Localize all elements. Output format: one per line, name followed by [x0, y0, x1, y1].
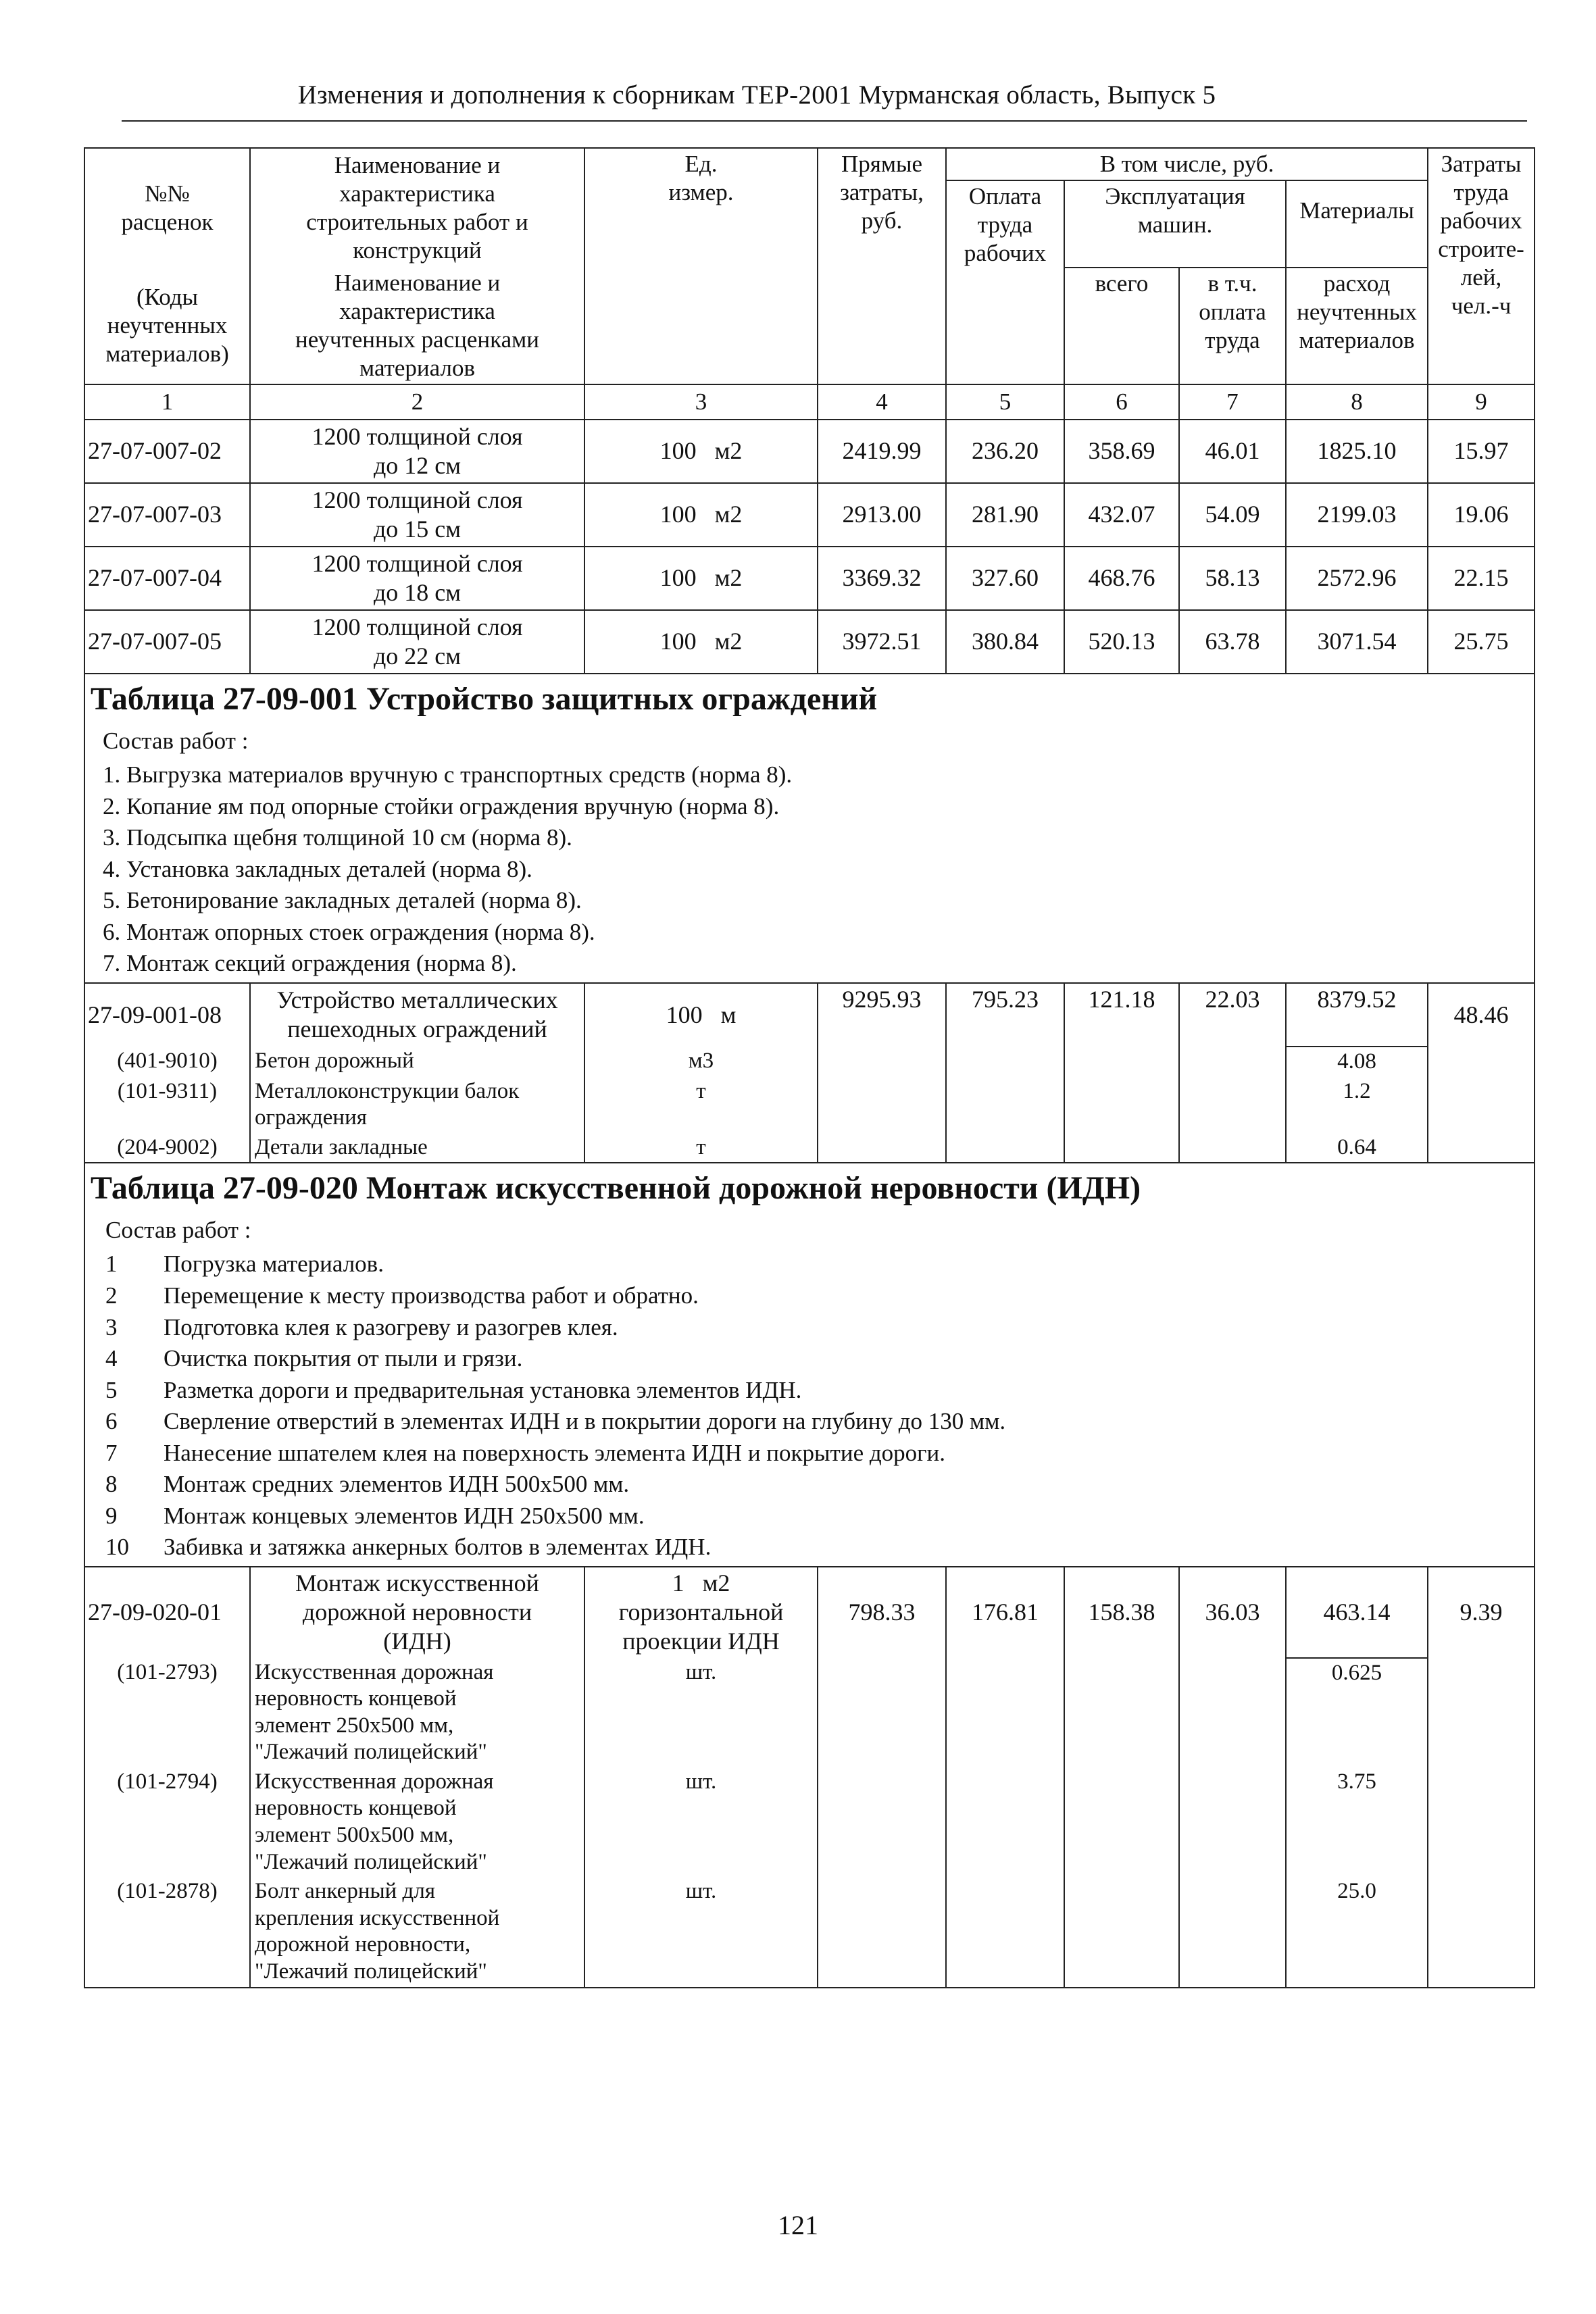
list-item: 2 Перемещение к месту производства работ и обратно.	[105, 1282, 699, 1309]
list-item: 7. Монтаж секций ограждения (норма 8).	[103, 950, 517, 977]
section-title: Таблица 27-09-001 Устройство защитных ограждений	[91, 681, 878, 717]
col-machines-total-header: всего	[1064, 268, 1179, 384]
work-composition: Состав работ : 1. Выгрузка материалов вручную с транспортных средств (норма 8). 2. Копание ям под опорные стойки ограждения вручную (норма 8). 3. Подсыпка щебня толщиной 10 см (норма 8). 4. Установка закладных деталей (норма 8). 5. Бетонирование закладных деталей (норма 8). 6. Монтаж опорных стоек ограждения (норма 8). 7. Монтаж секций ограждения (норма 8).	[85, 722, 1534, 982]
page-header: Изменения и дополнения к сборникам ТЕР-2001 Мурманская область, Выпуск 5	[297, 80, 1216, 109]
col-labor-header: Затраты труда рабочих строите- лей, чел.-ч	[1428, 148, 1535, 384]
list-item: 1 Погрузка материалов.	[105, 1251, 384, 1278]
list-item: 6 Сверление отверстий в элементах ИДН и в покрытии дороги на глубину до 130 мм.	[105, 1408, 1006, 1435]
col-code-header: №№ расценок	[84, 148, 250, 268]
page-number: 121	[778, 2210, 818, 2240]
table-row: 27-09-020-01 Монтаж искусственной дорожной неровности (ИДН) 1 м2 горизонтальной проекции ИДН 798.33 176.81 158.38 36.03 463.14 9.39	[84, 1567, 1535, 1658]
col-direct-header: Прямые затраты, руб.	[818, 148, 946, 384]
rates-table-container	[84, 147, 1534, 1988]
list-item: 6. Монтаж опорных стоек ограждения (норма 8).	[103, 918, 595, 945]
list-item: 10 Забивка и затяжка анкерных болтов в элементах ИДН.	[105, 1534, 712, 1561]
list-item: 4. Установка закладных деталей (норма 8).	[103, 855, 532, 882]
work-composition: Состав работ : 1 Погрузка материалов. 2 Перемещение к месту производства работ и обратно. 3 Подготовка клея к разогреву и разогрев клея. 4 Очистка покрытия от пыли и грязи. 5 Разметка дороги и предварительная установка элементов ИДН. 6 Сверление отверстий в элементах ИДН и в покрытии дороги на глубину до 130 мм. 7 Нанесение шпателем клея на поверхность элемента ИДН и покрытие дороги. 8 Монтаж средних элементов ИДН 500х500 мм. 9 Монтаж концевых элементов ИДН 250х500 мм. 10 Забивка и затяжка анкерных болтов в элементах ИДН.	[85, 1211, 1534, 1566]
list-item: 5. Бетонирование закладных деталей (норма 8).	[103, 887, 582, 914]
list-item: 1. Выгрузка материалов вручную с транспортных средств (норма 8).	[103, 761, 793, 788]
col-materials-bottom-header: расход неучтенных материалов	[1286, 268, 1428, 384]
material-row: (101-2794) Искусственная дорожная неровность концевой элемент 500х500 мм, "Лежачий полицейский" шт. 3.75	[84, 1767, 1535, 1877]
table-row: 27-07-007-05 1200 толщиной слоя до 22 см 100 м2 3972.51 380.84 520.13 63.78 3071.54 25.75	[84, 610, 1535, 674]
col-wages-header: Оплата труда рабочих	[946, 180, 1064, 384]
list-item: 5 Разметка дороги и предварительная установка элементов ИДН.	[105, 1376, 802, 1403]
material-row: (204-9002) Детали закладные т 0.64	[84, 1133, 1535, 1163]
table-row: 27-07-007-02 1200 толщиной слоя до 12 см 100 м2 2419.99 236.20 358.69 46.01 1825.10 15.97	[84, 420, 1535, 483]
col-machines-wages-header: в т.ч. оплата труда	[1179, 268, 1286, 384]
list-item: 3 Подготовка клея к разогреву и разогрев клея.	[105, 1313, 618, 1340]
list-item: 2. Копание ям под опорные стойки ограждения вручную (норма 8).	[103, 793, 780, 820]
list-item: 7 Нанесение шпателем клея на поверхность элемента ИДН и покрытие дороги.	[105, 1439, 945, 1466]
section-title: Таблица 27-09-020 Монтаж искусственной дорожной неровности (ИДН)	[91, 1170, 1141, 1207]
rates-table	[84, 147, 1535, 1988]
table-row: 27-07-007-03 1200 толщиной слоя до 15 см 100 м2 2913.00 281.90 432.07 54.09 2199.03 19.06	[84, 483, 1535, 547]
list-item: 9 Монтаж концевых элементов ИДН 250х500 мм.	[105, 1502, 645, 1529]
col-machines-header: Эксплуатация машин.	[1064, 180, 1286, 241]
section-27-09-001	[84, 674, 1535, 983]
col-materials-header: Материалы	[1286, 180, 1428, 241]
col-code-bottom-header: (Коды неучтенных материалов)	[84, 268, 250, 384]
table-row: 27-07-007-04 1200 толщиной слоя до 18 см 100 м2 3369.32 327.60 468.76 58.13 2572.96 22.15	[84, 547, 1535, 610]
col-name-header: Наименование и характеристика строительных работ и конструкций	[250, 148, 584, 268]
material-row: (101-2878) Болт анкерный для крепления искусственной дорожной неровности, "Лежачий полицейский" шт. 25.0	[84, 1877, 1535, 1987]
list-item: 3. Подсыпка щебня толщиной 10 см (норма 8).	[103, 824, 572, 851]
list-item: 4 Очистка покрытия от пыли и грязи.	[105, 1345, 523, 1372]
material-row: (101-9311) Металлоконструкции балок ограждения т 1.2	[84, 1077, 1535, 1133]
header-rule	[122, 120, 1527, 122]
list-item: 8 Монтаж средних элементов ИДН 500х500 мм.	[105, 1471, 630, 1498]
col-name-bottom-header: Наименование и характеристика неучтенных расценками материалов	[250, 268, 584, 384]
section-27-09-020	[84, 1163, 1535, 1567]
col-including-header: В том числе, руб.	[946, 148, 1428, 180]
col-unit-header: Ед. измер.	[584, 148, 818, 384]
column-numbers-row: 1 2 3 4 5 6 7 8 9	[84, 384, 1535, 420]
material-row: (401-9010) Бетон дорожный м3 4.08	[84, 1047, 1535, 1077]
material-row: (101-2793) Искусственная дорожная неровность концевой элемент 250х500 мм, "Лежачий полицейский" шт. 0.625	[84, 1658, 1535, 1767]
table-row: 27-09-001-08 Устройство металлических пешеходных ограждений 100 м 9295.93 795.23 121.18 22.03 8379.52 48.46	[84, 983, 1535, 1047]
